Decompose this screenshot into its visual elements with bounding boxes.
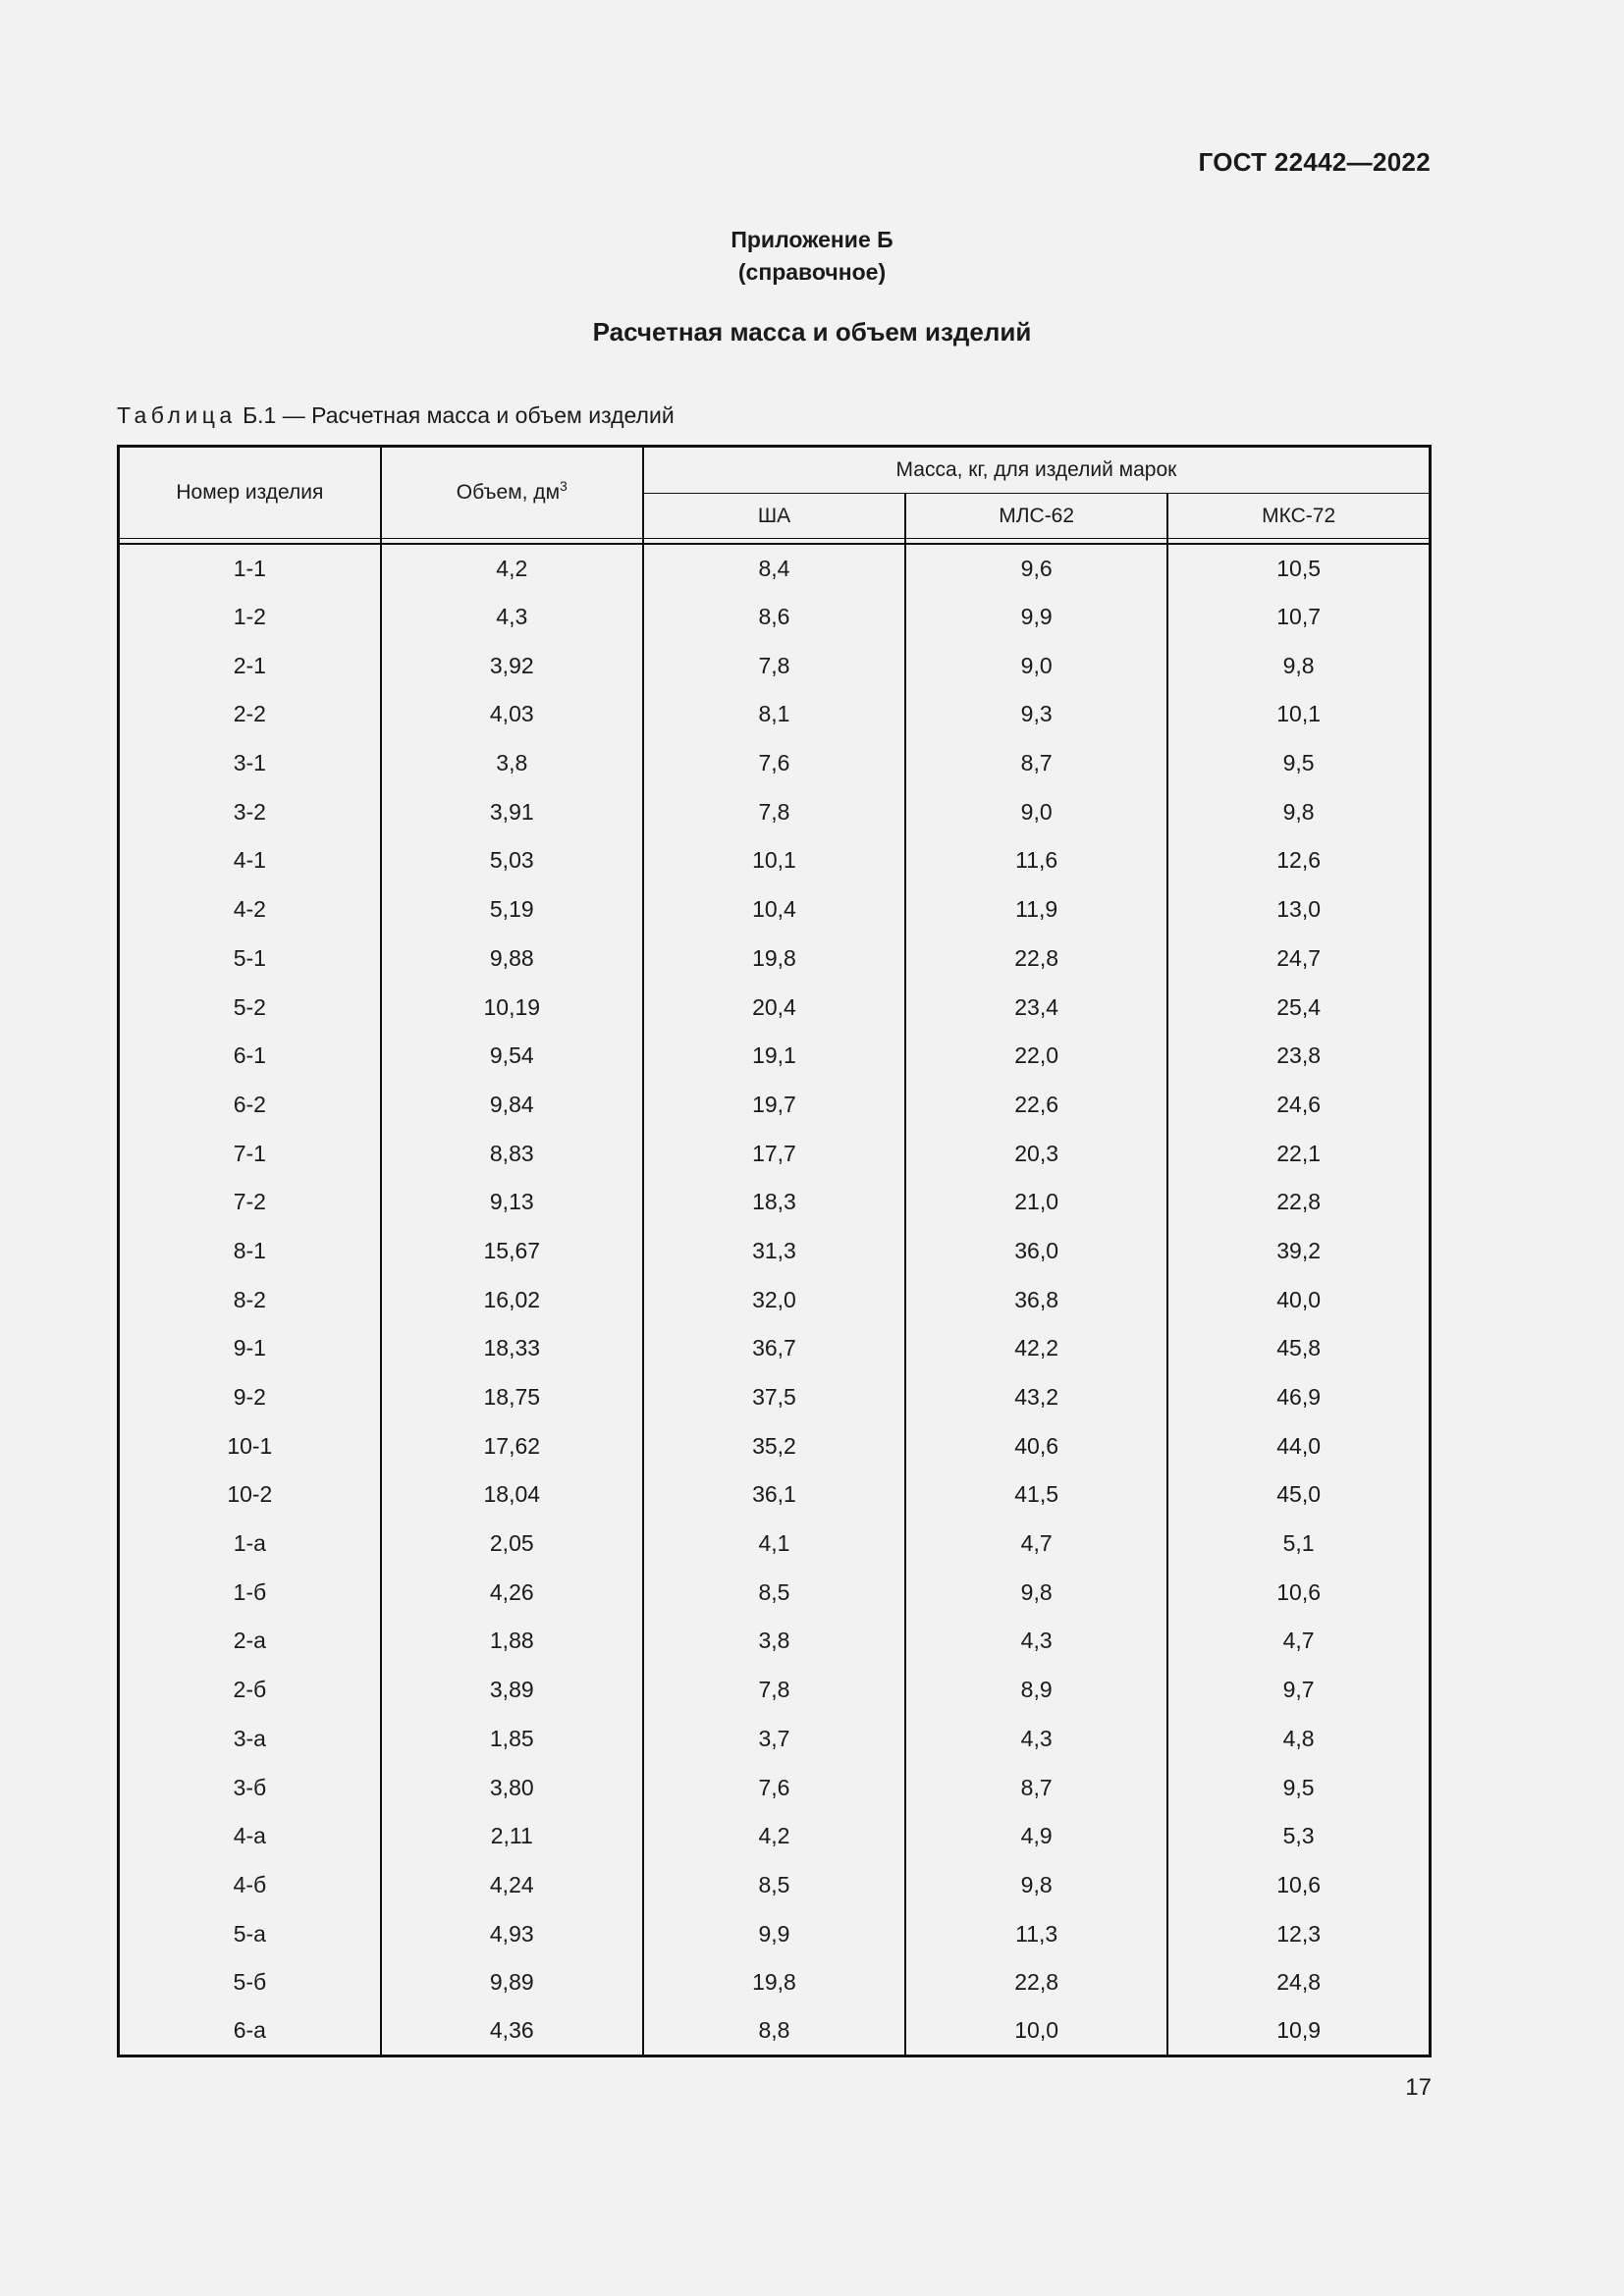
- cell-mass-mls62: 4,3: [905, 1715, 1167, 1764]
- table-row: [119, 787, 1431, 836]
- table-body: [119, 544, 1431, 2056]
- table-row: [119, 1958, 1431, 2007]
- table-row: [119, 983, 1431, 1032]
- table-caption-label: Таблица: [117, 402, 237, 428]
- cell-item-number: 4-2: [119, 885, 381, 934]
- cell-mass-sha: 7,6: [643, 739, 905, 788]
- cell-volume: 17,62: [381, 1421, 643, 1470]
- page-number: 17: [1405, 2074, 1432, 2101]
- cell-item-number: 6-2: [119, 1081, 381, 1130]
- cell-volume: 15,67: [381, 1227, 643, 1276]
- cell-mass-sha: 35,2: [643, 1421, 905, 1470]
- cell-mass-mks72: 10,9: [1167, 2007, 1430, 2056]
- cell-volume: 4,24: [381, 1861, 643, 1910]
- table-row: [119, 1666, 1431, 1715]
- cell-mass-mls62: 9,8: [905, 1861, 1167, 1910]
- cell-item-number: 10-2: [119, 1470, 381, 1520]
- cell-mass-sha: 37,5: [643, 1373, 905, 1422]
- cell-mass-sha: 36,7: [643, 1324, 905, 1373]
- table-row: [119, 1861, 1431, 1910]
- table-row: [119, 1763, 1431, 1812]
- table-row: [119, 1373, 1431, 1422]
- cell-item-number: 1-1: [119, 544, 381, 593]
- cell-item-number: 6-а: [119, 2007, 381, 2056]
- cell-mass-mls62: 9,8: [905, 1568, 1167, 1617]
- cell-mass-mls62: 9,9: [905, 593, 1167, 642]
- cell-item-number: 2-1: [119, 641, 381, 690]
- cell-volume: 18,04: [381, 1470, 643, 1520]
- cell-mass-sha: 18,3: [643, 1178, 905, 1227]
- table-row: [119, 739, 1431, 788]
- cell-item-number: 7-1: [119, 1129, 381, 1178]
- cell-mass-mks72: 46,9: [1167, 1373, 1430, 1422]
- table-header: [119, 447, 1431, 545]
- cell-mass-mks72: 5,1: [1167, 1520, 1430, 1569]
- cell-mass-sha: 32,0: [643, 1275, 905, 1324]
- cell-mass-mks72: 44,0: [1167, 1421, 1430, 1470]
- cell-volume: 8,83: [381, 1129, 643, 1178]
- cell-mass-mls62: 41,5: [905, 1470, 1167, 1520]
- cell-item-number: 3-1: [119, 739, 381, 788]
- cell-volume: 9,13: [381, 1178, 643, 1227]
- cell-volume: 3,91: [381, 787, 643, 836]
- cell-mass-mls62: 22,8: [905, 934, 1167, 984]
- header-volume: [381, 447, 643, 539]
- cell-mass-mks72: 22,8: [1167, 1178, 1430, 1227]
- header-mass-group: Масса, кг, для изделий марок: [643, 447, 1431, 494]
- cell-mass-sha: 7,8: [643, 787, 905, 836]
- cell-mass-mks72: 12,3: [1167, 1909, 1430, 1958]
- cell-item-number: 8-1: [119, 1227, 381, 1276]
- cell-mass-mls62: 4,3: [905, 1617, 1167, 1666]
- table-row: [119, 1520, 1431, 1569]
- cell-mass-mls62: 22,8: [905, 1958, 1167, 2007]
- cell-item-number: 5-а: [119, 1909, 381, 1958]
- appendix-subtitle: (справочное): [737, 259, 887, 285]
- cell-mass-mks72: 39,2: [1167, 1227, 1430, 1276]
- cell-mass-sha: 31,3: [643, 1227, 905, 1276]
- cell-mass-mls62: 8,7: [905, 1763, 1167, 1812]
- cell-mass-mls62: 40,6: [905, 1421, 1167, 1470]
- cell-volume: 4,03: [381, 690, 643, 739]
- table-row: [119, 1421, 1431, 1470]
- cell-mass-mls62: 8,9: [905, 1666, 1167, 1715]
- cell-mass-mks72: 23,8: [1167, 1032, 1430, 1081]
- table-row: [119, 1227, 1431, 1276]
- cell-item-number: 5-1: [119, 934, 381, 984]
- table-row: [119, 1178, 1431, 1227]
- cell-item-number: 2-2: [119, 690, 381, 739]
- cell-mass-sha: 8,4: [643, 544, 905, 593]
- cell-item-number: 3-2: [119, 787, 381, 836]
- cell-mass-mks72: 9,8: [1167, 787, 1430, 836]
- table-row: [119, 1568, 1431, 1617]
- cell-item-number: 1-а: [119, 1520, 381, 1569]
- table-row: [119, 1275, 1431, 1324]
- cell-mass-mks72: 5,3: [1167, 1812, 1430, 1861]
- cell-mass-sha: 19,8: [643, 1958, 905, 2007]
- cell-mass-mks72: 10,7: [1167, 593, 1430, 642]
- cell-volume: 3,8: [381, 739, 643, 788]
- cell-item-number: 4-б: [119, 1861, 381, 1910]
- cell-item-number: 10-1: [119, 1421, 381, 1470]
- cell-mass-sha: 8,5: [643, 1861, 905, 1910]
- cell-mass-sha: 10,4: [643, 885, 905, 934]
- table-row: [119, 1470, 1431, 1520]
- cell-mass-mks72: 9,5: [1167, 1763, 1430, 1812]
- cell-mass-mls62: 4,9: [905, 1812, 1167, 1861]
- cell-mass-mks72: 12,6: [1167, 836, 1430, 885]
- cell-mass-mls62: 43,2: [905, 1373, 1167, 1422]
- cell-volume: 4,93: [381, 1909, 643, 1958]
- table-row: [119, 1617, 1431, 1666]
- cell-mass-mls62: 11,9: [905, 885, 1167, 934]
- cell-mass-mks72: 24,6: [1167, 1081, 1430, 1130]
- header-mass-sha: ША: [643, 494, 905, 539]
- cell-mass-mls62: 9,0: [905, 641, 1167, 690]
- cell-item-number: 6-1: [119, 1032, 381, 1081]
- table-row: [119, 1032, 1431, 1081]
- table-row: [119, 1324, 1431, 1373]
- cell-item-number: 1-б: [119, 1568, 381, 1617]
- cell-volume: 4,2: [381, 544, 643, 593]
- table-row: [119, 593, 1431, 642]
- cell-volume: 16,02: [381, 1275, 643, 1324]
- cell-mass-sha: 36,1: [643, 1470, 905, 1520]
- header-mass-mls62: МЛС-62: [905, 494, 1167, 539]
- cell-item-number: 3-б: [119, 1763, 381, 1812]
- cell-mass-mks72: 4,8: [1167, 1715, 1430, 1764]
- appendix-heading: [0, 224, 1624, 289]
- header-volume-unit-exponent: 3: [560, 478, 568, 494]
- cell-volume: 5,03: [381, 836, 643, 885]
- table-row: [119, 544, 1431, 593]
- header-item-number: Номер изделия: [119, 447, 381, 539]
- cell-mass-sha: 7,8: [643, 1666, 905, 1715]
- table-row: [119, 1129, 1431, 1178]
- cell-mass-mks72: 10,5: [1167, 544, 1430, 593]
- cell-volume: 9,84: [381, 1081, 643, 1130]
- cell-volume: 3,92: [381, 641, 643, 690]
- cell-volume: 1,85: [381, 1715, 643, 1764]
- cell-mass-mls62: 4,7: [905, 1520, 1167, 1569]
- cell-volume: 4,26: [381, 1568, 643, 1617]
- cell-volume: 2,11: [381, 1812, 643, 1861]
- cell-mass-mls62: 36,0: [905, 1227, 1167, 1276]
- cell-mass-sha: 4,1: [643, 1520, 905, 1569]
- cell-mass-mls62: 22,6: [905, 1081, 1167, 1130]
- table-row: [119, 1081, 1431, 1130]
- cell-volume: 9,89: [381, 1958, 643, 2007]
- cell-item-number: 5-2: [119, 983, 381, 1032]
- cell-volume: 4,3: [381, 593, 643, 642]
- cell-mass-mls62: 21,0: [905, 1178, 1167, 1227]
- cell-mass-mls62: 36,8: [905, 1275, 1167, 1324]
- table-row: [119, 934, 1431, 984]
- cell-mass-sha: 7,8: [643, 641, 905, 690]
- table-row: [119, 836, 1431, 885]
- mass-volume-table: [117, 445, 1432, 2057]
- cell-mass-mls62: 11,6: [905, 836, 1167, 885]
- cell-mass-mls62: 42,2: [905, 1324, 1167, 1373]
- cell-mass-mls62: 9,0: [905, 787, 1167, 836]
- table-row: [119, 641, 1431, 690]
- cell-mass-mks72: 22,1: [1167, 1129, 1430, 1178]
- cell-volume: 3,89: [381, 1666, 643, 1715]
- cell-mass-mls62: 11,3: [905, 1909, 1167, 1958]
- table-row: [119, 885, 1431, 934]
- cell-item-number: 1-2: [119, 593, 381, 642]
- cell-mass-sha: 17,7: [643, 1129, 905, 1178]
- cell-volume: 9,88: [381, 934, 643, 984]
- cell-mass-mls62: 22,0: [905, 1032, 1167, 1081]
- section-title: Расчетная масса и объем изделий: [592, 317, 1032, 347]
- table-row: [119, 1812, 1431, 1861]
- cell-mass-mls62: 9,3: [905, 690, 1167, 739]
- table-row: [119, 1909, 1431, 1958]
- cell-item-number: 2-а: [119, 1617, 381, 1666]
- cell-volume: 1,88: [381, 1617, 643, 1666]
- cell-mass-mks72: 10,6: [1167, 1568, 1430, 1617]
- cell-mass-sha: 8,5: [643, 1568, 905, 1617]
- cell-item-number: 3-а: [119, 1715, 381, 1764]
- table-row: [119, 2007, 1431, 2056]
- cell-volume: 18,33: [381, 1324, 643, 1373]
- cell-mass-sha: 4,2: [643, 1812, 905, 1861]
- cell-mass-mks72: 9,8: [1167, 641, 1430, 690]
- cell-mass-sha: 10,1: [643, 836, 905, 885]
- cell-item-number: 5-б: [119, 1958, 381, 2007]
- cell-mass-mks72: 45,8: [1167, 1324, 1430, 1373]
- table-row: [119, 1715, 1431, 1764]
- table-caption: [117, 402, 675, 429]
- cell-mass-sha: 8,1: [643, 690, 905, 739]
- cell-item-number: 4-а: [119, 1812, 381, 1861]
- cell-volume: 3,80: [381, 1763, 643, 1812]
- cell-mass-mks72: 13,0: [1167, 885, 1430, 934]
- table-caption-text: Б.1 — Расчетная масса и объем изделий: [236, 402, 675, 428]
- cell-mass-mks72: 25,4: [1167, 983, 1430, 1032]
- cell-mass-sha: 7,6: [643, 1763, 905, 1812]
- cell-mass-mks72: 10,6: [1167, 1861, 1430, 1910]
- cell-item-number: 4-1: [119, 836, 381, 885]
- cell-mass-sha: 19,7: [643, 1081, 905, 1130]
- cell-mass-mks72: 4,7: [1167, 1617, 1430, 1666]
- cell-mass-sha: 3,7: [643, 1715, 905, 1764]
- cell-volume: 18,75: [381, 1373, 643, 1422]
- cell-item-number: 2-б: [119, 1666, 381, 1715]
- cell-mass-mls62: 9,6: [905, 544, 1167, 593]
- cell-volume: 2,05: [381, 1520, 643, 1569]
- cell-item-number: 9-2: [119, 1373, 381, 1422]
- header-mass-mks72: МКС-72: [1167, 494, 1430, 539]
- cell-mass-sha: 20,4: [643, 983, 905, 1032]
- cell-mass-mls62: 20,3: [905, 1129, 1167, 1178]
- cell-mass-mls62: 8,7: [905, 739, 1167, 788]
- cell-mass-sha: 9,9: [643, 1909, 905, 1958]
- cell-mass-mks72: 9,7: [1167, 1666, 1430, 1715]
- cell-mass-sha: 19,8: [643, 934, 905, 984]
- cell-item-number: 9-1: [119, 1324, 381, 1373]
- cell-mass-mks72: 45,0: [1167, 1470, 1430, 1520]
- cell-mass-mks72: 9,5: [1167, 739, 1430, 788]
- document-code: ГОСТ 22442—2022: [1198, 147, 1431, 177]
- cell-mass-mls62: 23,4: [905, 983, 1167, 1032]
- cell-mass-sha: 8,8: [643, 2007, 905, 2056]
- header-volume-label: Объем, дм: [456, 481, 561, 504]
- cell-volume: 10,19: [381, 983, 643, 1032]
- table-row: [119, 690, 1431, 739]
- cell-item-number: 8-2: [119, 1275, 381, 1324]
- cell-volume: 9,54: [381, 1032, 643, 1081]
- cell-mass-sha: 3,8: [643, 1617, 905, 1666]
- cell-mass-mks72: 24,8: [1167, 1958, 1430, 2007]
- cell-mass-mks72: 24,7: [1167, 934, 1430, 984]
- cell-mass-mls62: 10,0: [905, 2007, 1167, 2056]
- cell-mass-mks72: 10,1: [1167, 690, 1430, 739]
- cell-mass-sha: 8,6: [643, 593, 905, 642]
- cell-item-number: 7-2: [119, 1178, 381, 1227]
- cell-volume: 4,36: [381, 2007, 643, 2056]
- cell-mass-mks72: 40,0: [1167, 1275, 1430, 1324]
- cell-volume: 5,19: [381, 885, 643, 934]
- cell-mass-sha: 19,1: [643, 1032, 905, 1081]
- appendix-title: Приложение Б: [731, 227, 893, 252]
